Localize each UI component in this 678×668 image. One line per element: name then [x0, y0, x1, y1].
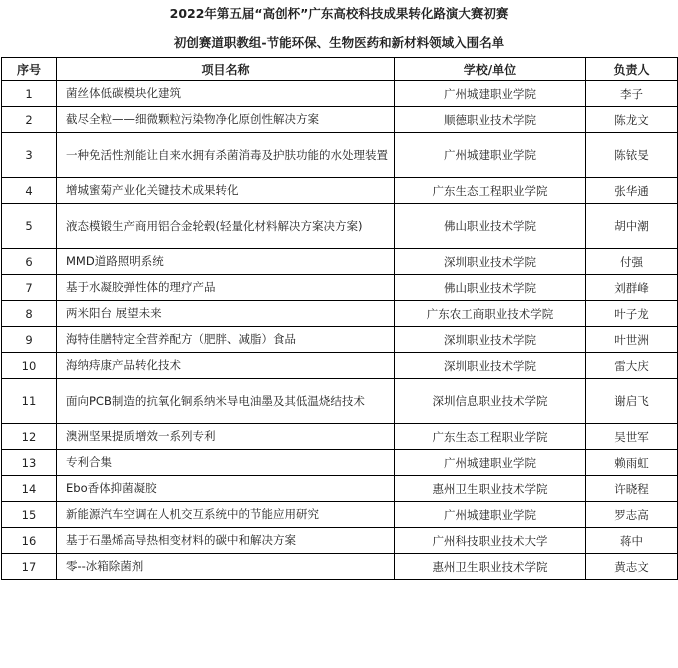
table-row	[2, 301, 678, 327]
leader-name: 罗志高	[586, 502, 678, 528]
row-number: 2	[2, 107, 57, 133]
leader-name: 陈龙文	[586, 107, 678, 133]
leader-name: 雷大庆	[586, 353, 678, 379]
school-name: 广东生态工程职业学院	[395, 424, 586, 450]
project-name: 海纳痔康产品转化技术	[57, 353, 395, 379]
leader-name: 赖雨虹	[586, 450, 678, 476]
column-header-leader: 负责人	[586, 58, 678, 81]
school-name: 惠州卫生职业技术学院	[395, 554, 586, 580]
table-row	[2, 327, 678, 353]
row-number: 6	[2, 249, 57, 275]
table-row	[2, 450, 678, 476]
school-name: 深圳信息职业技术学院	[395, 379, 586, 424]
table-row	[2, 178, 678, 204]
school-name: 深圳职业技术学院	[395, 249, 586, 275]
leader-name: 李子	[586, 81, 678, 107]
project-name: 截尽全粒——细微颗粒污染物净化原创性解决方案	[57, 107, 395, 133]
row-number: 11	[2, 379, 57, 424]
leader-name: 刘群峰	[586, 275, 678, 301]
row-number: 12	[2, 424, 57, 450]
row-number: 7	[2, 275, 57, 301]
project-name: 两米阳台 展望未来	[57, 301, 395, 327]
table-row	[2, 275, 678, 301]
table-row	[2, 502, 678, 528]
leader-name: 叶子龙	[586, 301, 678, 327]
school-name: 佛山职业技术学院	[395, 204, 586, 249]
row-number: 3	[2, 133, 57, 178]
table-row	[2, 353, 678, 379]
leader-name: 胡中潮	[586, 204, 678, 249]
project-name: Ebo香体抑菌凝胶	[57, 476, 395, 502]
leader-name: 许晓程	[586, 476, 678, 502]
row-number: 5	[2, 204, 57, 249]
table-row	[2, 107, 678, 133]
project-name: 液态模锻生产商用铝合金轮毂(轻量化材料解决方案决方案)	[57, 204, 395, 249]
project-name: 澳洲坚果提质增效一系列专利	[57, 424, 395, 450]
row-number: 17	[2, 554, 57, 580]
document-subtitle: 初创赛道职教组-节能环保、生物医药和新材料领域入围名单	[173, 35, 505, 50]
table-header-row	[2, 58, 678, 81]
row-number: 10	[2, 353, 57, 379]
row-number: 4	[2, 178, 57, 204]
row-number: 15	[2, 502, 57, 528]
project-name: 零--冰箱除菌剂	[57, 554, 395, 580]
leader-name: 黄志文	[586, 554, 678, 580]
project-name: MMD道路照明系统	[57, 249, 395, 275]
leader-name: 付强	[586, 249, 678, 275]
project-name: 一种免活性剂能让自来水拥有杀菌消毒及护肤功能的水处理装置	[57, 133, 395, 178]
shortlist-table	[1, 57, 678, 580]
project-name: 基于石墨烯高导热相变材料的碳中和解决方案	[57, 528, 395, 554]
table-row	[2, 81, 678, 107]
school-name: 广州城建职业学院	[395, 81, 586, 107]
document-title: 2022年第五届“高创杯”广东高校科技成果转化路演大赛初赛	[169, 6, 509, 21]
school-name: 深圳职业技术学院	[395, 353, 586, 379]
school-name: 广东农工商职业技术学院	[395, 301, 586, 327]
row-number: 9	[2, 327, 57, 353]
school-name: 佛山职业技术学院	[395, 275, 586, 301]
leader-name: 蒋中	[586, 528, 678, 554]
table-row	[2, 554, 678, 580]
school-name: 广州城建职业学院	[395, 133, 586, 178]
project-name: 新能源汽车空调在人机交互系统中的节能应用研究	[57, 502, 395, 528]
project-name: 菌丝体低碳模块化建筑	[57, 81, 395, 107]
row-number: 13	[2, 450, 57, 476]
leader-name: 张华通	[586, 178, 678, 204]
table-row	[2, 476, 678, 502]
row-number: 16	[2, 528, 57, 554]
table-row	[2, 528, 678, 554]
table-body	[2, 81, 678, 580]
table-row	[2, 133, 678, 178]
school-name: 顺德职业技术学院	[395, 107, 586, 133]
leader-name: 谢启飞	[586, 379, 678, 424]
project-name: 增城蜜菊产业化关键技术成果转化	[57, 178, 395, 204]
school-name: 广州城建职业学院	[395, 450, 586, 476]
school-name: 广东生态工程职业学院	[395, 178, 586, 204]
project-name: 海特佳膳特定全营养配方（肥胖、减脂）食品	[57, 327, 395, 353]
column-header-school: 学校/单位	[395, 58, 586, 81]
table-row	[2, 379, 678, 424]
table-row	[2, 424, 678, 450]
leader-name: 陈铱旻	[586, 133, 678, 178]
leader-name: 叶世洲	[586, 327, 678, 353]
row-number: 1	[2, 81, 57, 107]
table-row	[2, 204, 678, 249]
school-name: 广州城建职业学院	[395, 502, 586, 528]
school-name: 广州科技职业技术大学	[395, 528, 586, 554]
row-number: 14	[2, 476, 57, 502]
school-name: 惠州卫生职业技术学院	[395, 476, 586, 502]
column-header-project-name: 项目名称	[57, 58, 395, 81]
project-name: 面向PCB制造的抗氧化铜系纳米导电油墨及其低温烧结技术	[57, 379, 395, 424]
column-header-number: 序号	[2, 58, 57, 81]
project-name: 专利合集	[57, 450, 395, 476]
leader-name: 吴世军	[586, 424, 678, 450]
school-name: 深圳职业技术学院	[395, 327, 586, 353]
table-row	[2, 249, 678, 275]
row-number: 8	[2, 301, 57, 327]
project-name: 基于水凝胶弹性体的理疗产品	[57, 275, 395, 301]
